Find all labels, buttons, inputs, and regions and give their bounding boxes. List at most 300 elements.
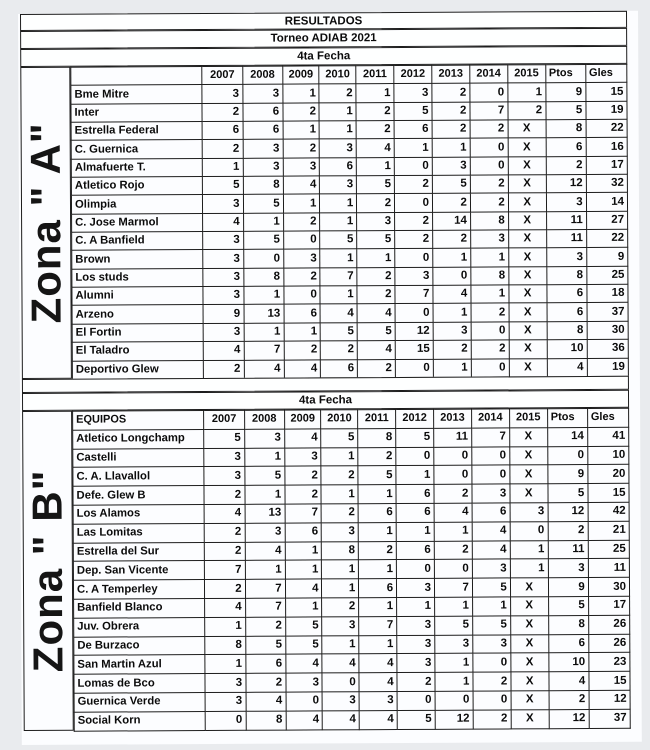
score-cell: 3 — [473, 634, 511, 653]
zone-a-label-cell — [20, 67, 72, 379]
score-cell: 5 — [243, 231, 283, 250]
score-cell: 2 — [394, 175, 432, 194]
goals-cell: 10 — [587, 446, 628, 465]
team-name: Dep. San Vicente — [73, 561, 205, 580]
score-cell: 4 — [323, 710, 360, 729]
score-cell: 2 — [357, 267, 395, 286]
score-cell: 2 — [357, 194, 395, 213]
score-cell: 1 — [471, 285, 509, 304]
goals-cell: 15 — [589, 671, 630, 690]
score-cell: 7 — [205, 561, 245, 580]
score-cell: 0 — [284, 286, 321, 305]
score-cell: 3 — [205, 673, 245, 692]
header-2015: 2015 — [509, 409, 547, 428]
header-2015: 2015 — [507, 65, 545, 84]
goals-cell: 42 — [588, 502, 629, 521]
score-cell: 2 — [245, 617, 285, 636]
score-cell: 3 — [472, 484, 510, 503]
points-cell: 0 — [547, 446, 587, 465]
score-cell: 4 — [284, 429, 321, 448]
score-cell: 0 — [283, 231, 320, 250]
header-2008: 2008 — [244, 410, 284, 429]
score-cell: 3 — [320, 139, 357, 158]
header-2012: 2012 — [394, 65, 432, 84]
score-cell: 1 — [394, 139, 432, 158]
goals-cell: 11 — [588, 559, 629, 578]
header-gles: Gles — [585, 64, 626, 83]
points-cell: 6 — [546, 138, 586, 157]
score-cell: 3 — [243, 139, 283, 158]
score-cell: 6 — [394, 120, 432, 139]
score-cell: 2 — [471, 303, 509, 322]
score-cell: 4 — [286, 711, 323, 730]
score-cell: 4 — [203, 213, 243, 232]
score-cell: 0 — [473, 691, 511, 710]
score-cell: 0 — [510, 522, 548, 541]
team-name: C. A. Llavallol — [73, 467, 205, 486]
score-cell: 12 — [395, 322, 433, 341]
score-cell: 4 — [472, 522, 510, 541]
score-cell: 1 — [508, 83, 546, 102]
team-name: Bme Mitre — [71, 85, 203, 104]
score-cell: 1 — [358, 485, 396, 504]
header-2008: 2008 — [242, 66, 282, 85]
team-name: Social Korn — [74, 711, 206, 730]
score-cell: 1 — [320, 286, 357, 305]
score-cell: 2 — [434, 541, 472, 560]
score-cell: 1 — [434, 522, 472, 541]
score-cell: 5 — [432, 175, 470, 194]
score-cell: 0 — [434, 447, 472, 466]
team-name: Las Lomitas — [73, 523, 205, 542]
team-name: Defe. Glew B — [73, 486, 205, 505]
score-cell: 1 — [435, 672, 473, 691]
header-2009: 2009 — [284, 410, 321, 429]
points-cell: 11 — [546, 211, 586, 230]
score-cell: 0 — [395, 249, 433, 268]
team-name: Estrella Federal — [71, 122, 203, 141]
points-cell: 12 — [548, 503, 588, 522]
goals-cell: 12 — [589, 690, 630, 709]
goals-cell: 17 — [586, 156, 627, 175]
points-cell: 8 — [547, 321, 587, 340]
score-cell: 1 — [245, 560, 285, 579]
score-cell: 2 — [204, 360, 244, 379]
score-cell: 2 — [203, 140, 243, 159]
score-cell: 3 — [203, 250, 243, 269]
header-2013: 2013 — [434, 409, 472, 428]
points-cell: 8 — [546, 120, 586, 139]
team-name: El Fortin — [72, 323, 204, 342]
page-title: RESULTADOS — [284, 15, 363, 28]
score-cell: 12 — [435, 710, 473, 729]
score-cell: 7 — [359, 616, 397, 635]
score-cell: 3 — [242, 84, 282, 103]
score-cell: 2 — [432, 83, 470, 102]
team-name: Guernica Verde — [74, 692, 206, 711]
points-cell: 4 — [547, 358, 587, 377]
score-cell: 3 — [322, 523, 359, 542]
score-cell: X — [509, 285, 547, 304]
score-cell: 4 — [205, 598, 245, 617]
score-cell: 4 — [244, 360, 284, 379]
zone-a-fecha: 4ta Fecha — [297, 50, 351, 63]
score-cell: 1 — [358, 522, 396, 541]
score-cell: 3 — [323, 692, 360, 711]
header-2010: 2010 — [319, 66, 356, 85]
score-cell: 6 — [358, 504, 396, 523]
score-cell: 7 — [244, 341, 284, 360]
score-cell: 5 — [396, 428, 434, 447]
score-cell: 4 — [284, 359, 321, 378]
goals-cell: 20 — [588, 465, 629, 484]
header-2012: 2012 — [396, 409, 434, 428]
points-cell: 11 — [548, 540, 588, 559]
score-cell: 2 — [284, 341, 321, 360]
score-cell: 5 — [394, 102, 432, 121]
points-cell: 5 — [548, 484, 588, 503]
score-cell: 2 — [432, 120, 470, 139]
zone-a-label: Zona " A" — [21, 122, 70, 324]
score-cell: 1 — [356, 84, 394, 103]
score-cell: 1 — [510, 559, 548, 578]
score-cell: 1 — [433, 304, 471, 323]
points-cell: 2 — [546, 156, 586, 175]
score-cell: 9 — [203, 305, 243, 324]
score-cell: 2 — [283, 103, 320, 122]
goals-cell: 19 — [587, 358, 628, 377]
score-cell: 1 — [471, 248, 509, 267]
goals-cell: 26 — [588, 634, 629, 653]
score-cell: 2 — [284, 268, 321, 287]
score-cell: 0 — [472, 447, 510, 466]
score-cell: 2 — [357, 286, 395, 305]
score-cell: 3 — [322, 616, 359, 635]
score-cell: 2 — [322, 504, 359, 523]
score-cell: 1 — [433, 359, 471, 378]
score-cell: 0 — [395, 304, 433, 323]
score-cell: 1 — [396, 522, 434, 541]
score-cell: 1 — [359, 635, 397, 654]
score-cell: 5 — [245, 636, 285, 655]
score-cell: 1 — [285, 598, 322, 617]
score-cell: 0 — [435, 691, 473, 710]
score-cell: X — [511, 653, 549, 672]
score-cell: 1 — [319, 102, 356, 121]
score-cell: X — [509, 267, 547, 286]
score-cell: X — [508, 138, 546, 157]
score-cell: 1 — [510, 540, 548, 559]
score-cell: X — [511, 672, 549, 691]
team-name: Los studs — [72, 268, 204, 287]
score-cell: 6 — [243, 121, 283, 140]
team-name: Atletico Longchamp — [73, 429, 205, 448]
score-cell: 1 — [285, 541, 322, 560]
score-cell: 2 — [285, 466, 322, 485]
score-cell: 5 — [357, 231, 395, 250]
team-name: Los Alamos — [73, 505, 205, 524]
points-cell: 3 — [546, 248, 586, 267]
score-cell: 2 — [434, 484, 472, 503]
score-cell: 2 — [433, 230, 471, 249]
goals-cell: 23 — [589, 653, 630, 672]
header-2014: 2014 — [470, 65, 508, 84]
score-cell: X — [509, 358, 547, 377]
score-cell: 5 — [321, 429, 358, 448]
score-cell: 7 — [245, 579, 285, 598]
goals-cell: 25 — [588, 540, 629, 559]
score-cell: 5 — [320, 231, 357, 250]
score-cell: 1 — [203, 158, 243, 177]
points-cell: 10 — [548, 653, 588, 672]
score-cell: 6 — [321, 359, 358, 378]
zone-a-table — [70, 64, 629, 380]
score-cell: 0 — [397, 691, 435, 710]
team-name: Estrella del Sur — [73, 542, 205, 561]
score-cell: 3 — [204, 323, 244, 342]
score-cell: 0 — [471, 322, 509, 341]
score-cell: 0 — [243, 250, 283, 269]
score-cell: 2 — [205, 542, 245, 561]
score-cell: 2 — [432, 194, 470, 213]
goals-cell: 17 — [588, 596, 629, 615]
score-cell: 7 — [245, 598, 285, 617]
points-cell: 6 — [548, 634, 588, 653]
score-cell: 6 — [396, 503, 434, 522]
score-cell: X — [509, 340, 547, 359]
team-name: El Taladro — [72, 342, 204, 361]
score-cell: 8 — [205, 636, 245, 655]
team-name: Arzeno — [72, 305, 204, 324]
score-cell: 1 — [359, 560, 397, 579]
score-cell: X — [509, 428, 547, 447]
score-cell: 3 — [203, 195, 243, 214]
score-cell: 3 — [433, 322, 471, 341]
points-cell: 12 — [549, 709, 589, 728]
score-cell: 4 — [359, 710, 397, 729]
score-cell: 0 — [433, 267, 471, 286]
score-cell: 0 — [472, 465, 510, 484]
score-cell: 6 — [245, 654, 285, 673]
points-cell: 2 — [548, 521, 588, 540]
team-name: C. Jose Marmol — [72, 213, 204, 232]
score-cell: 0 — [396, 447, 434, 466]
score-cell: 4 — [357, 304, 395, 323]
score-cell: 7 — [472, 428, 510, 447]
team-name: De Burzaco — [74, 636, 206, 655]
score-cell: 3 — [206, 692, 246, 711]
goals-cell: 22 — [586, 119, 627, 138]
score-cell: 3 — [395, 267, 433, 286]
score-cell: 3 — [284, 448, 321, 467]
header-team: EQUIPOS — [73, 411, 205, 430]
score-cell: 2 — [470, 193, 508, 212]
score-cell: 0 — [286, 692, 323, 711]
score-cell: 6 — [359, 579, 397, 598]
score-cell: X — [511, 691, 549, 710]
score-cell: 2 — [395, 212, 433, 231]
score-cell: 2 — [358, 447, 396, 466]
team-name: San Martin Azul — [74, 655, 206, 674]
score-cell: X — [509, 303, 547, 322]
header-2014: 2014 — [471, 409, 509, 428]
score-cell: 0 — [396, 560, 434, 579]
goals-cell: 21 — [588, 521, 629, 540]
score-cell: X — [508, 193, 546, 212]
score-cell: 4 — [357, 341, 395, 360]
score-cell: 3 — [203, 268, 243, 287]
header-2007: 2007 — [202, 66, 242, 85]
team-name: Alumni — [72, 287, 204, 306]
score-cell: 5 — [243, 195, 283, 214]
team-name: Banfield Blanco — [74, 598, 206, 617]
header-team — [71, 67, 203, 86]
score-cell: 8 — [470, 212, 508, 231]
score-cell: X — [508, 156, 546, 175]
score-cell: X — [510, 634, 548, 653]
score-cell: 2 — [205, 523, 245, 542]
score-cell: 0 — [434, 466, 472, 485]
score-cell: X — [510, 484, 548, 503]
score-cell: 1 — [244, 323, 284, 342]
score-cell: 3 — [320, 176, 357, 195]
score-cell: 1 — [322, 635, 359, 654]
score-cell: 14 — [433, 212, 471, 231]
goals-cell: 41 — [587, 427, 628, 446]
header-2009: 2009 — [282, 66, 319, 85]
score-cell: 4 — [205, 504, 245, 523]
header-ptos: Ptos — [547, 409, 587, 428]
score-cell: 3 — [283, 249, 320, 268]
header-ptos: Ptos — [545, 65, 585, 84]
score-cell: 4 — [204, 341, 244, 360]
points-cell: 9 — [545, 83, 585, 102]
score-cell: 1 — [321, 447, 358, 466]
score-cell: 0 — [470, 83, 508, 102]
score-cell: 6 — [472, 503, 510, 522]
score-cell: 0 — [470, 138, 508, 157]
score-cell: 3 — [245, 523, 285, 542]
score-cell: 2 — [395, 230, 433, 249]
header-2007: 2007 — [204, 410, 244, 429]
score-cell: 1 — [432, 139, 470, 158]
score-cell: 1 — [283, 194, 320, 213]
score-cell: 2 — [397, 672, 435, 691]
points-cell: 2 — [549, 690, 589, 709]
score-cell: 0 — [395, 359, 433, 378]
score-cell: 1 — [244, 448, 284, 467]
score-cell: 5 — [203, 176, 243, 195]
score-cell: 2 — [321, 466, 358, 485]
team-name: Inter — [71, 103, 203, 122]
score-cell: 2 — [204, 486, 244, 505]
zone-b-label-cell — [22, 411, 74, 731]
score-cell: 6 — [243, 103, 283, 122]
score-cell: 1 — [435, 653, 473, 672]
score-cell: 5 — [435, 616, 473, 635]
score-cell: 2 — [358, 359, 396, 378]
goals-cell: 9 — [586, 248, 627, 267]
score-cell: 1 — [320, 249, 357, 268]
score-cell: 2 — [473, 710, 511, 729]
team-name: Juv. Obrera — [74, 617, 206, 636]
score-cell: 6 — [284, 304, 321, 323]
goals-cell: 14 — [586, 193, 627, 212]
table-row — [74, 709, 630, 731]
team-name: Deportivo Glew — [72, 360, 204, 379]
score-cell: 3 — [397, 616, 435, 635]
score-cell: 5 — [358, 466, 396, 485]
goals-cell: 25 — [587, 266, 628, 285]
score-cell: 3 — [472, 559, 510, 578]
score-cell: 5 — [204, 429, 244, 448]
score-cell: 7 — [434, 578, 472, 597]
points-cell: 14 — [547, 427, 587, 446]
score-cell: X — [508, 175, 546, 194]
score-cell: 3 — [397, 654, 435, 673]
score-cell: 2 — [283, 139, 320, 158]
team-name: Olimpia — [71, 195, 203, 214]
score-cell: 15 — [395, 340, 433, 359]
score-cell: 4 — [245, 542, 285, 561]
score-cell: 0 — [471, 358, 509, 377]
points-cell: 5 — [546, 101, 586, 120]
score-cell: 4 — [320, 304, 357, 323]
score-cell: 3 — [359, 691, 397, 710]
score-cell: 5 — [285, 617, 322, 636]
header-2010: 2010 — [321, 410, 358, 429]
score-cell: 4 — [434, 503, 472, 522]
team-name: Castelli — [73, 448, 205, 467]
score-cell: 1 — [359, 597, 397, 616]
goals-cell: 15 — [588, 483, 629, 502]
score-cell: 3 — [202, 85, 242, 104]
points-cell: 3 — [548, 559, 588, 578]
goals-cell: 37 — [589, 709, 630, 728]
score-cell: 3 — [286, 673, 323, 692]
points-cell: 8 — [546, 266, 586, 285]
score-cell: 2 — [432, 102, 470, 121]
score-cell: 11 — [434, 428, 472, 447]
score-cell: 3 — [470, 230, 508, 249]
score-cell: 4 — [472, 541, 510, 560]
team-name: C. A Temperley — [73, 580, 205, 599]
score-cell: 5 — [472, 578, 510, 597]
score-cell: 0 — [395, 194, 433, 213]
score-cell: 1 — [356, 157, 394, 176]
score-cell: 4 — [246, 692, 286, 711]
score-cell: 8 — [471, 267, 509, 286]
points-cell: 5 — [548, 596, 588, 615]
score-cell: 2 — [471, 340, 509, 359]
score-cell: X — [508, 120, 546, 139]
score-cell: 2 — [470, 120, 508, 139]
score-cell: 2 — [319, 84, 356, 103]
goals-cell: 18 — [587, 284, 628, 303]
score-cell: 6 — [285, 523, 322, 542]
goals-cell: 16 — [586, 138, 627, 157]
score-cell: 8 — [358, 428, 396, 447]
score-cell: 1 — [320, 212, 357, 231]
goals-cell: 26 — [588, 615, 629, 634]
team-name: Brown — [72, 250, 204, 269]
score-cell: 3 — [397, 578, 435, 597]
goals-cell: 27 — [586, 211, 627, 230]
score-cell: 1 — [435, 597, 473, 616]
score-cell: 4 — [322, 654, 359, 673]
score-cell: 0 — [394, 157, 432, 176]
goals-cell: 30 — [588, 577, 629, 596]
